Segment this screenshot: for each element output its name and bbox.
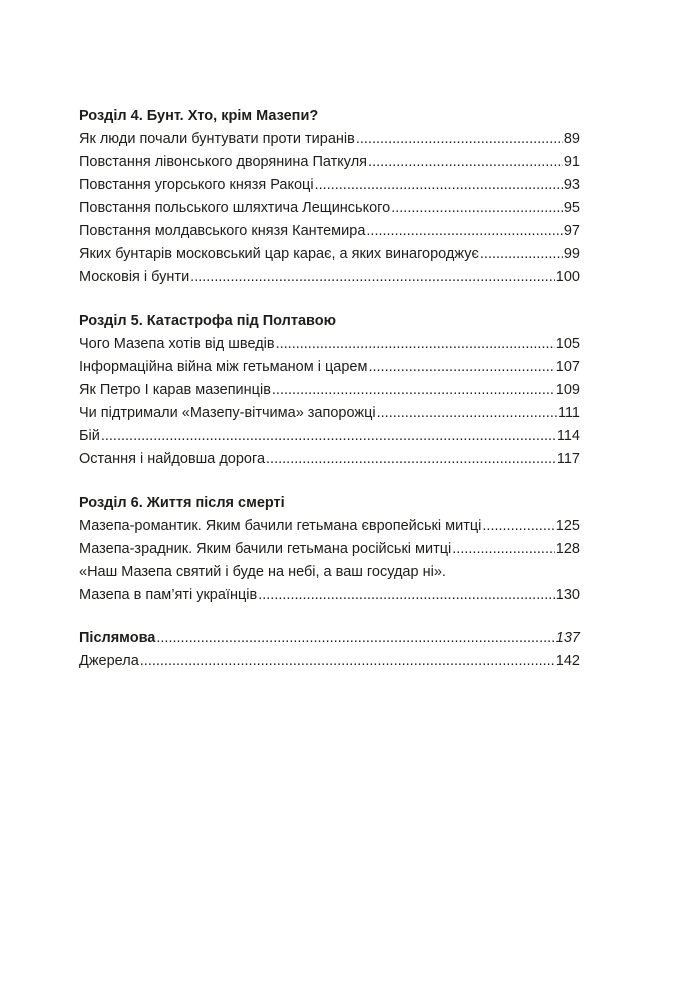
entry-label: Бій <box>79 428 100 444</box>
dot-leader <box>377 402 557 425</box>
toc-entry <box>79 538 580 561</box>
entry-label: Мазепа-зрадник. Яким бачили гетьмана російські митці <box>79 541 452 557</box>
toc-entry-sources <box>79 650 580 673</box>
entry-page: 99 <box>563 246 580 262</box>
toc-entry <box>79 425 580 448</box>
entry-label: Як люди почали бунтувати проти тиранів <box>79 131 355 147</box>
toc-entry <box>79 197 580 220</box>
toc-entry <box>79 402 580 425</box>
entry-page: 105 <box>555 336 580 352</box>
toc-entry <box>79 151 580 174</box>
dot-leader <box>368 151 563 174</box>
dot-leader <box>272 379 555 402</box>
entry-page: 111 <box>557 405 580 421</box>
section-title: Розділ 5. Катастрофа під Полтавою <box>79 313 336 329</box>
entry-page: 91 <box>563 154 580 170</box>
entry-label: Остання і найдовша дорога <box>79 451 266 467</box>
table-of-contents <box>79 104 580 693</box>
dot-leader <box>482 515 554 538</box>
entry-label: Повстання молдавського князя Кантемира <box>79 223 366 239</box>
toc-entry <box>79 266 580 289</box>
entry-page: 100 <box>555 269 580 285</box>
entry-label: Чого Мазепа хотів від шведів <box>79 336 275 352</box>
toc-entry <box>79 448 580 471</box>
toc-entry <box>79 243 580 266</box>
entry-page: 107 <box>555 359 580 375</box>
toc-entry-afterword <box>79 627 580 650</box>
section-title: Розділ 6. Життя після смерті <box>79 495 285 511</box>
entry-label: Як Петро І карав мазепинців <box>79 382 271 398</box>
dot-leader <box>480 243 563 266</box>
toc-entry <box>79 584 580 607</box>
entry-page: 128 <box>555 541 580 557</box>
entry-label: Інформаційна війна між гетьманом і царем <box>79 359 368 375</box>
dot-leader <box>156 627 554 650</box>
dot-leader <box>140 650 555 673</box>
dot-leader <box>452 538 555 561</box>
section-6 <box>79 491 580 607</box>
section-5 <box>79 309 580 471</box>
entry-label: Мазепа в пам’яті українців <box>79 587 258 603</box>
dot-leader <box>391 197 563 220</box>
toc-entry <box>79 379 580 402</box>
entry-page: 89 <box>563 131 580 147</box>
dot-leader <box>356 128 563 151</box>
entry-label: Яких бунтарів московський цар карає, а яких винагороджує <box>79 246 479 262</box>
entry-page: 109 <box>555 382 580 398</box>
dot-leader <box>190 266 555 289</box>
entry-page: 130 <box>555 587 580 603</box>
toc-entry-continued <box>79 561 580 584</box>
entry-page: 117 <box>556 451 580 467</box>
entry-label: Мазепа-романтик. Яким бачили гетьмана європейські митці <box>79 518 482 534</box>
section-4 <box>79 104 580 289</box>
dot-leader <box>276 333 555 356</box>
entry-page: 97 <box>563 223 580 239</box>
entry-label: Повстання лівонського дворянина Паткуля <box>79 154 368 170</box>
entry-page: 114 <box>556 428 580 444</box>
back-matter <box>79 627 580 673</box>
entry-label: «Наш Мазепа святий і буде на небі, а ваш государ ні». <box>79 564 446 580</box>
dot-leader <box>366 220 562 243</box>
entry-label: Післямова <box>79 630 156 646</box>
entry-page: 137 <box>555 630 580 646</box>
section-title: Розділ 4. Бунт. Хто, крім Мазепи? <box>79 108 319 124</box>
toc-entry <box>79 356 580 379</box>
entry-label: Джерела <box>79 653 139 669</box>
dot-leader <box>101 425 556 448</box>
entry-page: 93 <box>563 177 580 193</box>
dot-leader <box>266 448 556 471</box>
toc-entry <box>79 333 580 356</box>
dot-leader <box>315 174 563 197</box>
entry-label: Повстання польського шляхтича Лещинського <box>79 200 391 216</box>
entry-page: 125 <box>555 518 580 534</box>
entry-label: Московія і бунти <box>79 269 190 285</box>
entry-page: 142 <box>555 653 580 669</box>
dot-leader <box>368 356 554 379</box>
toc-entry <box>79 174 580 197</box>
dot-leader <box>258 584 555 607</box>
entry-label: Повстання угорського князя Ракоці <box>79 177 314 193</box>
entry-page: 95 <box>563 200 580 216</box>
toc-entry <box>79 128 580 151</box>
toc-entry <box>79 515 580 538</box>
toc-entry <box>79 220 580 243</box>
entry-label: Чи підтримали «Мазепу-вітчима» запорожці <box>79 405 376 421</box>
